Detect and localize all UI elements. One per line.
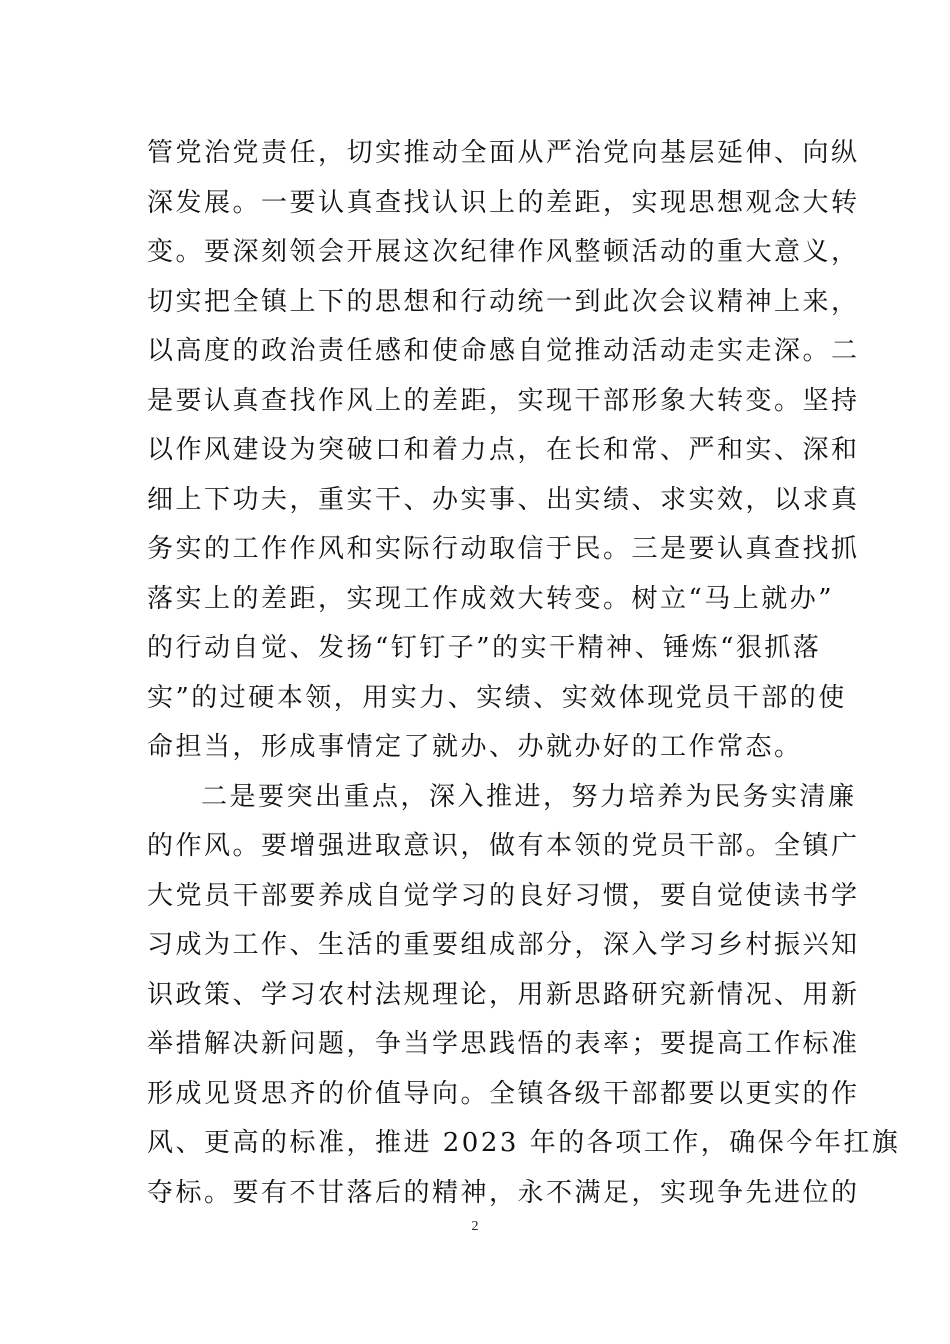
text-line: 习成为工作、生活的重要组成部分，深入学习乡村振兴知 xyxy=(147,930,860,960)
text-line: 实”的过硬本领，用实力、实绩、实效体现党员干部的使 xyxy=(147,682,847,713)
text-line: 二是要突出重点，深入推进，努力培养为民务实清廉 xyxy=(201,781,857,812)
text-line: 细上下功夫，重实干、办实事、出实绩、求实效，以求真 xyxy=(147,484,860,515)
text-line: 管党治党责任，切实推动全面从严治党向基层延伸、向纵 xyxy=(147,138,860,168)
paragraph-1 xyxy=(147,129,860,773)
paragraph-2 xyxy=(147,773,901,1219)
text-line: 深发展。一要认真查找认识上的差距，实现思想观念大转 xyxy=(147,187,860,218)
text-line: 务实的工作作风和实际行动取信于民。三是要认真查找抓 xyxy=(147,534,860,564)
text-line: 的作风。要增强进取意识，做有本领的党员干部。全镇广 xyxy=(147,831,860,861)
text-line: 落实上的差距，实现工作成效大转变。树立“马上就办” xyxy=(147,583,835,614)
text-line: 夺标。要有不甘落后的精神，永不满足，实现争先进位的 xyxy=(147,1177,860,1208)
text-line: 是要认真查找作风上的差距，实现干部形象大转变。坚持 xyxy=(147,385,860,416)
text-line: 大党员干部要养成自觉学习的良好习惯，要自觉使读书学 xyxy=(147,880,860,911)
page-number: 2 xyxy=(471,1219,479,1234)
text-line: 形成见贤思齐的价值导向。全镇各级干部都要以更实的作 xyxy=(147,1078,860,1109)
text-line: 切实把全镇上下的思想和行动统一到此次会议精神上来， xyxy=(147,286,860,317)
text-line: 以作风建设为突破口和着力点，在长和常、严和实、深和 xyxy=(147,435,860,465)
text-line: 的行动自觉、发扬“钉钉子”的实干精神、锤炼“狠抓落 xyxy=(147,633,822,663)
body-text xyxy=(147,129,901,1218)
text-line: 以高度的政治责任感和使命感自觉推动活动走实走深。二 xyxy=(147,336,860,366)
text-line: 识政策、学习农村法规理论，用新思路研究新情况、用新 xyxy=(147,979,860,1010)
text-line: 命担当，形成事情定了就办、办就办好的工作常态。 xyxy=(147,732,803,762)
text-line: 变。要深刻领会开展这次纪律作风整顿活动的重大意义， xyxy=(147,237,860,267)
text-line: 举措解决新问题，争当学思践悟的表率；要提高工作标准 xyxy=(147,1029,860,1059)
text-line: 风、更高的标准，推进 2023 年的各项工作，确保今年扛旗 xyxy=(147,1128,901,1158)
